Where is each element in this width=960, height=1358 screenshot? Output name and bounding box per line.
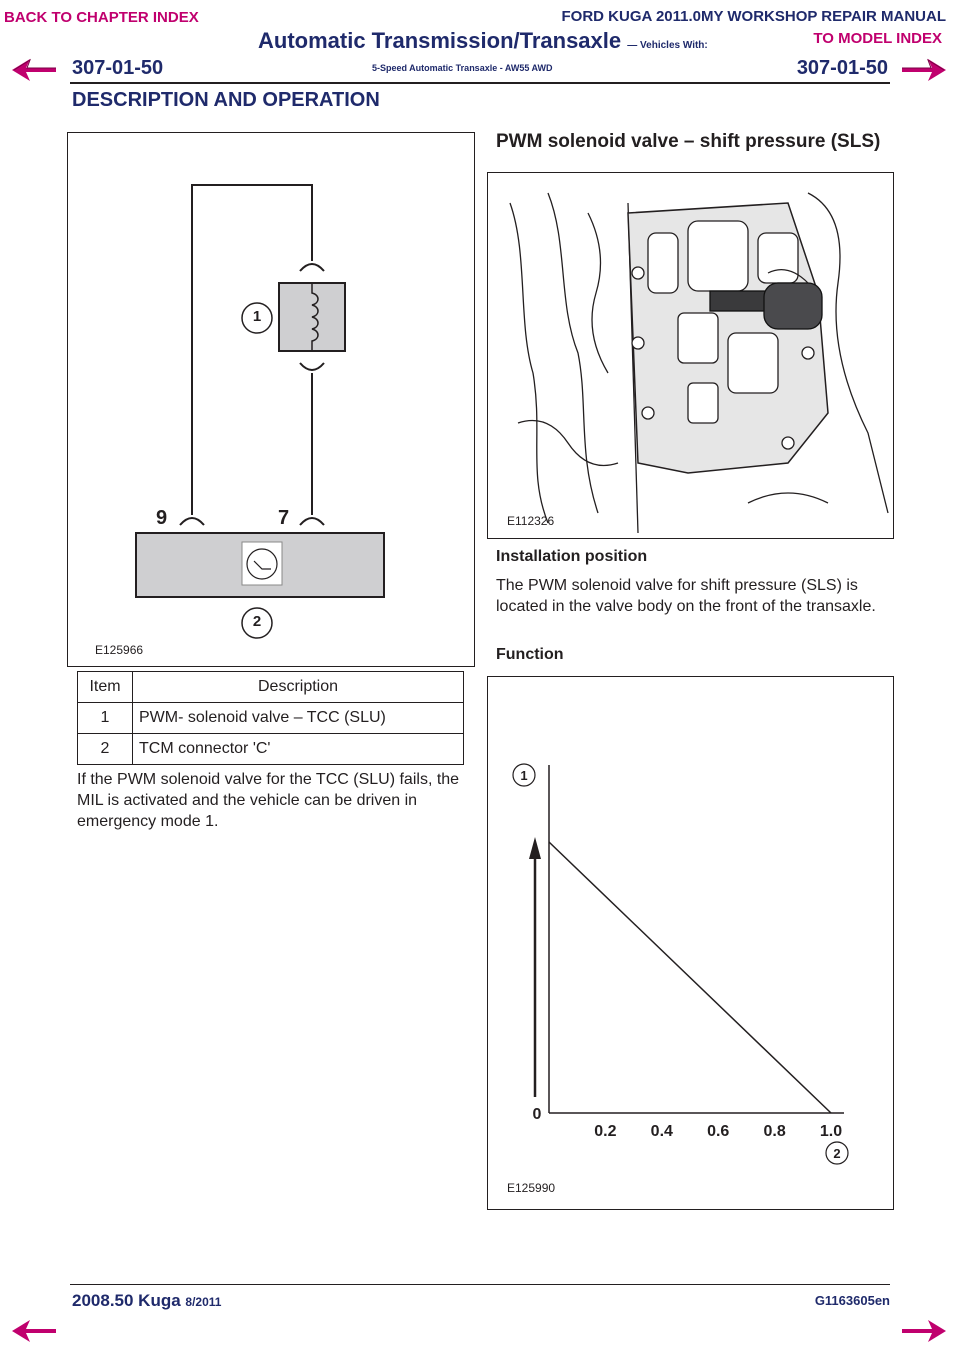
column-header-description: Description	[133, 672, 464, 703]
function-chart	[488, 677, 893, 1209]
pin-9-label: 9	[156, 507, 168, 529]
table-row	[78, 734, 464, 765]
next-page-arrow-icon[interactable]	[900, 1318, 948, 1349]
callout-2: 2	[252, 613, 262, 630]
footer-model-name: 2008.50 Kuga	[72, 1291, 181, 1310]
item-table	[77, 671, 464, 765]
pin-7-label: 7	[278, 507, 290, 529]
table-row	[78, 703, 464, 734]
section-subtitle: 5-Speed Automatic Transaxle - AW55 AWD	[372, 63, 553, 73]
back-to-chapter-index-link[interactable]: BACK TO CHAPTER INDEX	[4, 9, 199, 26]
sls-solenoid-highlight	[710, 291, 768, 311]
page-number-left: 307-01-50	[72, 57, 164, 79]
previous-page-arrow-icon[interactable]	[10, 57, 58, 88]
x-tick-label: 0.6	[707, 1123, 730, 1140]
graph-callout-2: 2	[833, 1146, 841, 1161]
x-tick-label: 0	[532, 1106, 542, 1123]
x-tick-label: 0.2	[594, 1123, 617, 1140]
callout-1: 1	[252, 308, 262, 325]
section-title-text: Automatic Transmission/Transaxle	[258, 28, 622, 53]
photo-id: E112326	[507, 514, 555, 528]
x-tick-label: 0.8	[763, 1123, 786, 1140]
next-page-arrow-icon[interactable]	[900, 57, 948, 88]
tcm-icon	[247, 549, 277, 579]
item-description: TCM connector 'C'	[133, 734, 464, 765]
column-header-item: Item	[78, 672, 133, 703]
circuit-diagram-figure	[67, 132, 475, 667]
circuit-diagram	[68, 133, 474, 666]
x-tick-label: 1.0	[819, 1123, 843, 1140]
item-description: PWM- solenoid valve – TCC (SLU)	[133, 703, 464, 734]
item-number: 1	[78, 703, 133, 734]
section-title	[258, 28, 708, 54]
function-heading: Function	[496, 646, 564, 663]
previous-page-arrow-icon[interactable]	[10, 1318, 58, 1349]
installation-heading: Installation position	[496, 548, 648, 565]
x-tick-label: 0.4	[650, 1123, 673, 1140]
chapter-title: DESCRIPTION AND OPERATION	[72, 89, 380, 111]
failure-mode-paragraph: If the PWM solenoid valve for the TCC (SLU) fails, the MIL is activated and the vehicle can be driven in emergency mode 1.	[77, 771, 460, 830]
installation-text: The PWM solenoid valve for shift pressure (SLS) is located in the valve body on the front of the transaxle.	[496, 577, 876, 615]
graph-callout-1: 1	[520, 768, 528, 783]
to-model-index-link[interactable]: TO MODEL INDEX	[813, 30, 942, 47]
item-number: 2	[78, 734, 133, 765]
valve-body-illustration	[488, 173, 893, 538]
pressure-arrow-head	[529, 837, 541, 859]
footer-date: 8/2011	[185, 1295, 222, 1309]
header-divider	[70, 82, 890, 84]
solenoid-heading: PWM solenoid valve – shift pressure (SLS)	[496, 131, 881, 152]
footer-model	[72, 1291, 221, 1311]
footer-code: G1163605en	[814, 1293, 890, 1308]
footer-divider	[70, 1284, 890, 1285]
page-number-right: 307-01-50	[796, 57, 888, 79]
figure-id: E125966	[95, 643, 144, 657]
valve-body-photo	[487, 172, 894, 539]
series-line	[549, 842, 831, 1113]
section-title-suffix: — Vehicles With:	[627, 40, 708, 51]
graph-id: E125990	[507, 1181, 556, 1195]
manual-title: FORD KUGA 2011.0MY WORKSHOP REPAIR MANUAL	[561, 8, 946, 25]
function-graph-figure	[487, 676, 894, 1210]
